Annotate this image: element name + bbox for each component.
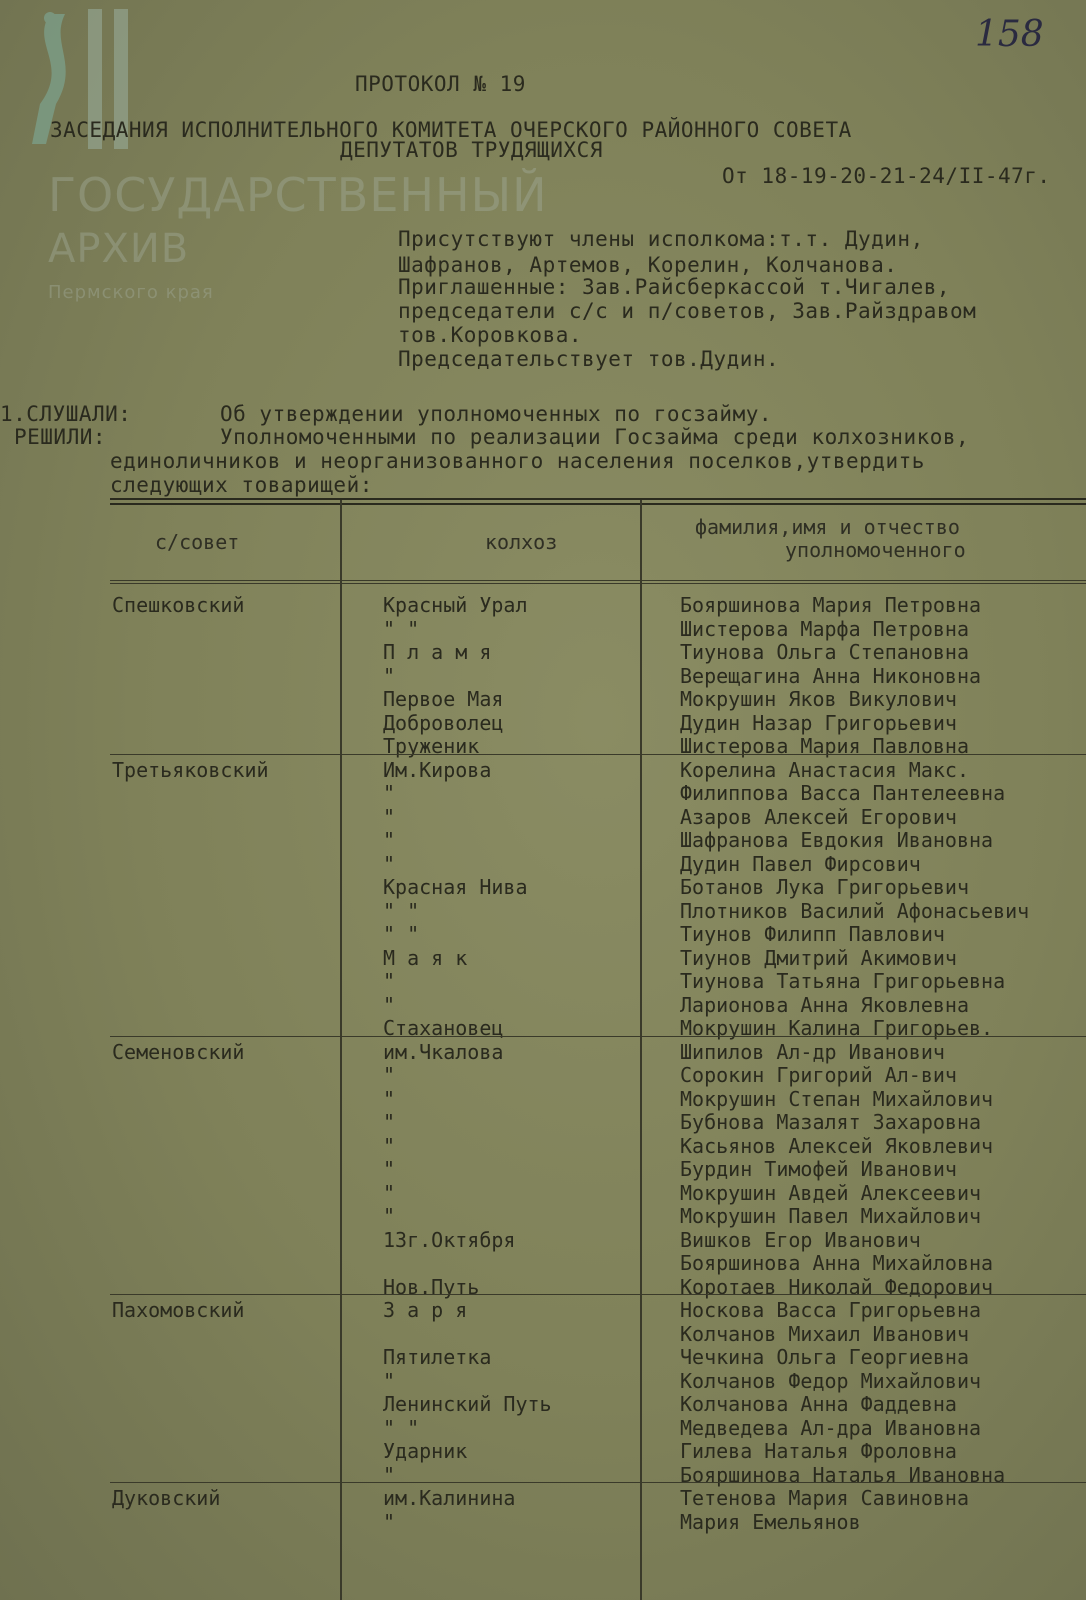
table-cell-kolkhoz: " [383, 851, 396, 876]
table-cell-sovet: Семеновский [112, 1039, 245, 1064]
watermark-line2: АРХИВ [48, 226, 190, 272]
protocol-date: От 18-19-20-21-24/II-47г. [722, 164, 1051, 188]
table-cell-name: Чечкина Ольга Георгиевна [680, 1345, 969, 1369]
table-cell-name: Колчанова Анна Фаддевна [680, 1392, 957, 1416]
table-cell-kolkhoz: " " [383, 922, 420, 946]
table-cell-kolkhoz: Красный Урал [383, 593, 528, 617]
table-cell-kolkhoz: Труженик [383, 734, 480, 758]
table-cell-sovet: Третьяковский [112, 757, 269, 782]
table-cell-kolkhoz: " [383, 1110, 396, 1134]
table-cell-name: Бояршинова Мария Петровна [680, 593, 982, 617]
table-cell-name: Мокрушин Павел Михайлович [680, 1204, 982, 1228]
table-cell-name: Вишков Егор Иванович [680, 1227, 921, 1252]
table-cell-name: Азаров Алексей Егорович [680, 804, 957, 829]
attendance-line4: председатели с/с и п/советов, Зав.Райздравом [398, 299, 977, 323]
table-cell-kolkhoz: " [383, 804, 396, 829]
table-cell-kolkhoz: " [383, 1368, 396, 1393]
table-cell-name: Коротаев Николай Федорович [680, 1274, 994, 1299]
table-cell-name: Шипилов Ал-др Иванович [680, 1039, 945, 1064]
header-kolkhoz: колхоз [485, 530, 558, 554]
table-cell-kolkhoz: Нов.Путь [383, 1274, 480, 1299]
column-divider-1 [340, 500, 342, 1600]
table-cell-kolkhoz: " [383, 828, 396, 852]
table-cell-kolkhoz: им.Калинина [383, 1486, 516, 1510]
table-cell-name: Верещагина Анна Никоновна [680, 663, 982, 688]
table-cell-name: Бояршинова Наталья Ивановна [680, 1462, 1006, 1487]
table-cell-name: Колчанов Михаил Иванович [680, 1321, 969, 1346]
reshili-label: РЕШИЛИ: [14, 425, 107, 449]
table-cell-sovet: Пахомовский [112, 1298, 245, 1322]
table-cell-name: Гилева Наталья Фроловна [680, 1439, 957, 1463]
table-cell-kolkhoz: " " [383, 1415, 420, 1440]
table-cell-name: Плотников Василий Афонасьевич [680, 898, 1030, 923]
table-cell-name: Мокрушин Калина Григорьев. [680, 1016, 994, 1040]
table-cell-kolkhoz: " [383, 1509, 396, 1534]
watermark-line3: Пермского края [48, 282, 214, 303]
table-cell-kolkhoz: " " [383, 898, 420, 923]
protocol-heading-line1: ЗАСЕДАНИЯ ИСПОЛНИТЕЛЬНОГО КОМИТЕТА ОЧЕРСКОГО РАЙОННОГО СОВЕТА [50, 118, 852, 142]
table-cell-name: Тиунова Ольга Степановна [680, 640, 969, 664]
table-cell-name: Шафранова Евдокия Ивановна [680, 828, 994, 852]
table-group-divider [110, 1294, 1086, 1295]
table-cell-name: Дудин Назар Григорьевич [680, 710, 957, 735]
watermark-line1: ГОСУДАРСТВЕННЫЙ [48, 168, 548, 222]
table-cell-kolkhoz: " [383, 1133, 396, 1158]
table-cell-kolkhoz: " [383, 1462, 396, 1487]
table-cell-name: Медведева Ал-дра Ивановна [680, 1415, 982, 1440]
reshili-text: Уполномоченными по реализации Госзайма среди колхозников, [220, 425, 970, 449]
table-cell-kolkhoz: " " [383, 616, 420, 641]
table-cell-kolkhoz: Стахановец [383, 1016, 504, 1040]
table-cell-name: Тиунова Татьяна Григорьевна [680, 969, 1006, 993]
table-cell-kolkhoz: М а я к [383, 945, 468, 970]
attendance-line2: Шафранов, Артемов, Корелин, Колчанова. [398, 253, 898, 277]
header-name-line2: уполномоченного [785, 538, 966, 562]
table-cell-name: Мокрушин Степан Михайлович [680, 1086, 994, 1111]
table-cell-name: Бурдин Тимофей Иванович [680, 1157, 957, 1181]
table-cell-name: Тетенова Мария Савиновна [680, 1486, 969, 1510]
table-cell-sovet: Дуковский [112, 1486, 221, 1510]
attendance-line5: тов.Коровкова. [398, 323, 583, 347]
table-cell-kolkhoz: Доброволец [383, 710, 504, 735]
table-cell-name: Мокрушин Авдей Алексеевич [680, 1180, 982, 1205]
table-cell-kolkhoz: " [383, 1086, 396, 1111]
table-group-divider [110, 1482, 1086, 1483]
table-cell-kolkhoz: " [383, 781, 396, 805]
table-top-rule-2 [110, 503, 1086, 505]
table-cell-kolkhoz: " [383, 663, 396, 688]
protocol-title: ПРОТОКОЛ № 19 [355, 72, 526, 96]
table-cell-kolkhoz: Ленинский Путь [383, 1392, 552, 1416]
protocol-heading-line2: ДЕПУТАТОВ ТРУДЯЩИХСЯ [340, 138, 603, 162]
table-cell-name: Шистерова Мария Павловна [680, 734, 969, 758]
table-cell-kolkhoz: " [383, 1204, 396, 1228]
table-cell-name: Ботанов Лука Григорьевич [680, 875, 969, 899]
table-cell-name: Бояршинова Анна Михайловна [680, 1251, 994, 1275]
table-cell-kolkhoz: им.Чкалова [383, 1039, 504, 1064]
reshili-line2: единоличников и неорганизованного населения поселков,утвердить [110, 449, 925, 473]
table-cell-kolkhoz: Им.Кирова [383, 757, 492, 782]
table-header-rule-2 [110, 583, 1086, 584]
table-cell-kolkhoz: " [383, 992, 396, 1017]
table-cell-kolkhoz: Красная Нива [383, 875, 528, 899]
table-top-rule [110, 498, 1086, 500]
table-cell-name: Мокрушин Яков Викулович [680, 687, 957, 711]
table-cell-kolkhoz: " [383, 969, 396, 993]
table-cell-name: Дудин Павел Фирсович [680, 851, 921, 876]
attendance-line6: Председательствует тов.Дудин. [398, 347, 780, 371]
table-group-divider [110, 1036, 1086, 1037]
table-header-rule [110, 580, 1086, 581]
table-cell-name: Носкова Васса Григорьевна [680, 1298, 982, 1322]
table-cell-name: Тиунов Филипп Павлович [680, 922, 945, 946]
table-cell-name: Колчанов Федор Михайлович [680, 1368, 982, 1393]
table-cell-name: Филиппова Васса Пантелеевна [680, 781, 1006, 805]
table-cell-kolkhoz: З а р я [383, 1298, 468, 1322]
table-cell-name: Ларионова Анна Яковлевна [680, 992, 969, 1017]
table-cell-kolkhoz: Пятилетка [383, 1345, 492, 1369]
table-cell-name: Сорокин Григорий Ал-вич [680, 1063, 957, 1087]
table-cell-kolkhoz: " [383, 1157, 396, 1181]
slushali-label: 1.СЛУШАЛИ: [0, 402, 132, 426]
table-cell-kolkhoz: Ударник [383, 1439, 468, 1463]
slushali-text: Об утверждении уполномоченных по госзайму. [220, 402, 773, 426]
attendance-line1: Присутствуют члены исполкома:т.т. Дудин, [398, 227, 924, 251]
table-cell-name: Корелина Анастасия Макс. [680, 757, 969, 782]
table-cell-name: Касьянов Алексей Яковлевич [680, 1133, 994, 1158]
attendance-line3: Приглашенные: Зав.Райсберкассой т.Чигалев, [398, 275, 951, 299]
table-cell-kolkhoz: 13г.Октября [383, 1227, 516, 1252]
header-name-line1: фамилия,имя и отчество [695, 515, 960, 539]
column-divider-2 [640, 500, 642, 1600]
table-cell-name: Шистерова Марфа Петровна [680, 616, 969, 641]
table-cell-kolkhoz: " [383, 1063, 396, 1087]
table-cell-name: Бубнова Мазалят Захаровна [680, 1110, 982, 1134]
table-cell-kolkhoz: П л а м я [383, 640, 492, 664]
table-cell-kolkhoz: " [383, 1180, 396, 1205]
reshili-line3: следующих товарищей: [110, 473, 373, 497]
table-cell-name: Тиунов Дмитрий Акимович [680, 945, 957, 970]
page-number: 158 [975, 14, 1044, 55]
table-cell-sovet: Спешковский [112, 593, 245, 617]
header-sovet: с/совет [155, 530, 240, 554]
table-cell-kolkhoz: Первое Мая [383, 687, 504, 711]
table-group-divider [110, 754, 1086, 755]
table-cell-name: Мария Емельянов [680, 1509, 861, 1534]
